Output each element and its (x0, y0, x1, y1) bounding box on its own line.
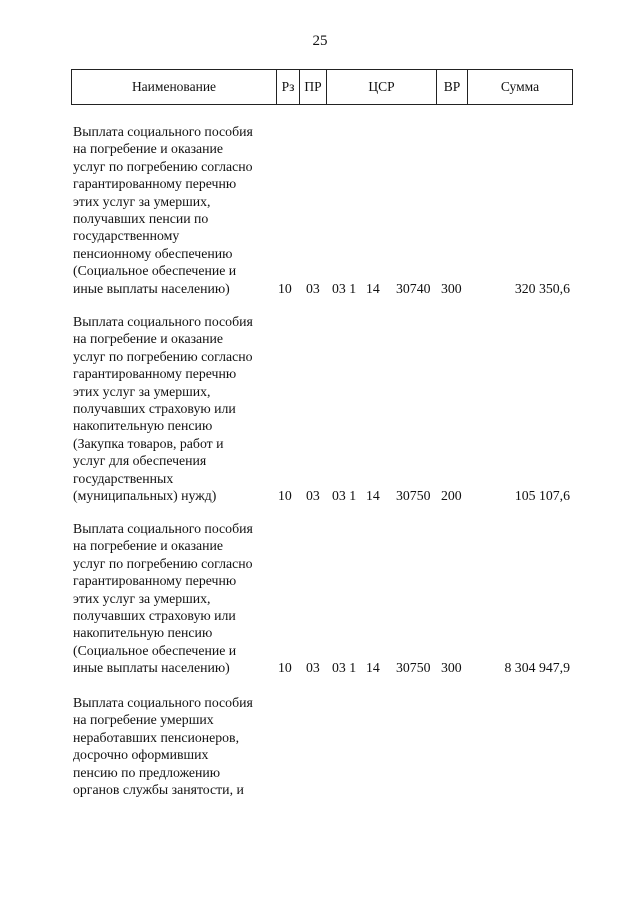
code-vr: 200 (441, 488, 462, 503)
code-csr-program: 03 1 (332, 488, 357, 503)
code-rz: 10 (278, 660, 292, 676)
entry-name-line: услуг для обеспечения (73, 453, 207, 469)
code-pr: 03 (306, 660, 320, 676)
entry-name (73, 520, 278, 677)
code-csr-direction: 30740 (396, 280, 431, 296)
entry-name-line: (муниципальных) нужд) (73, 488, 217, 504)
entry-name-line: этих услуг за умерших, (73, 383, 211, 399)
code-csr-program: 03 1 (332, 280, 357, 296)
entry-name (73, 694, 278, 798)
entry-name-line: Выплата социального пособия (73, 124, 253, 139)
entry-name-line: органов службы занятости, и (73, 782, 244, 798)
amount: 105 107,6 (514, 488, 570, 503)
entry-name-line: услуг по погребению согласно (73, 348, 253, 364)
page-number: 25 (312, 33, 328, 49)
entry-name-line: на погребение и оказание (73, 331, 224, 347)
entry-name (73, 313, 278, 504)
entry-name-line: иные выплаты населению) (73, 660, 230, 676)
entry-name-line: этих услуг за умерших, (73, 590, 211, 606)
code-csr-subprogram: 14 (366, 488, 380, 503)
code-rz: 10 (278, 280, 292, 296)
header-rz: Рз (277, 70, 300, 105)
header-sum: Сумма (468, 70, 573, 105)
entry-name-line: на погребение и оказание (73, 141, 224, 157)
entry-name-line: пенсию по предложению (73, 764, 221, 780)
code-csr-program: 03 1 (332, 660, 357, 676)
entry-name-line: (Социальное обеспечение и (73, 642, 237, 658)
entry-name-line: иные выплаты населению) (73, 280, 230, 296)
code-csr-subprogram: 14 (366, 280, 380, 296)
entry-name-line: Выплата социального пособия (73, 521, 253, 536)
code-pr: 03 (306, 280, 320, 296)
header-vr: ВР (437, 70, 468, 105)
entry-name-line: государственных (73, 470, 174, 486)
entry-name-line: гарантированному перечню (73, 176, 237, 192)
entry-name-line: неработавших пенсионеров, (73, 729, 240, 745)
entry-name (73, 123, 278, 297)
code-csr-direction: 30750 (396, 488, 431, 503)
entry-name-line: получавших пенсии по (73, 211, 209, 227)
entry-name-line: получавших страховую или (73, 608, 236, 624)
entry-name-line: государственному (73, 228, 180, 244)
code-rz: 10 (278, 488, 292, 503)
entry-name-line: на погребение умерших (73, 712, 214, 728)
code-vr: 300 (441, 660, 462, 676)
entry-name-line: накопительную пенсию (73, 418, 213, 434)
entry-name-line: этих услуг за умерших, (73, 193, 211, 209)
code-csr-direction: 30750 (396, 660, 431, 676)
entry-name-line: Выплата социального пособия (73, 314, 253, 329)
entry-name-line: (Закупка товаров, работ и (73, 435, 224, 451)
entry-name-line: гарантированному перечню (73, 366, 237, 382)
table-header (71, 69, 573, 105)
entry-name-line: гарантированному перечню (73, 573, 237, 589)
code-vr: 300 (441, 280, 462, 296)
entry-name-line: услуг по погребению согласно (73, 158, 253, 174)
amount: 320 350,6 (514, 280, 570, 296)
entry-name-line: накопительную пенсию (73, 625, 213, 641)
code-pr: 03 (306, 488, 320, 503)
entry-name-line: получавших страховую или (73, 401, 236, 417)
code-csr-subprogram: 14 (366, 660, 380, 676)
header-pr: ПР (300, 70, 327, 105)
entry-name-line: досрочно оформивших (73, 747, 209, 763)
entry-name-line: пенсионному обеспечению (73, 245, 233, 261)
amount: 8 304 947,9 (504, 660, 570, 676)
entry-name-line: (Социальное обеспечение и (73, 263, 237, 279)
entry-name-line: на погребение и оказание (73, 538, 224, 554)
entry-name-line: услуг по погребению согласно (73, 555, 253, 571)
header-name: Наименование (72, 70, 277, 105)
header-csr: ЦСР (327, 70, 437, 105)
entry-name-line: Выплата социального пособия (73, 695, 253, 710)
